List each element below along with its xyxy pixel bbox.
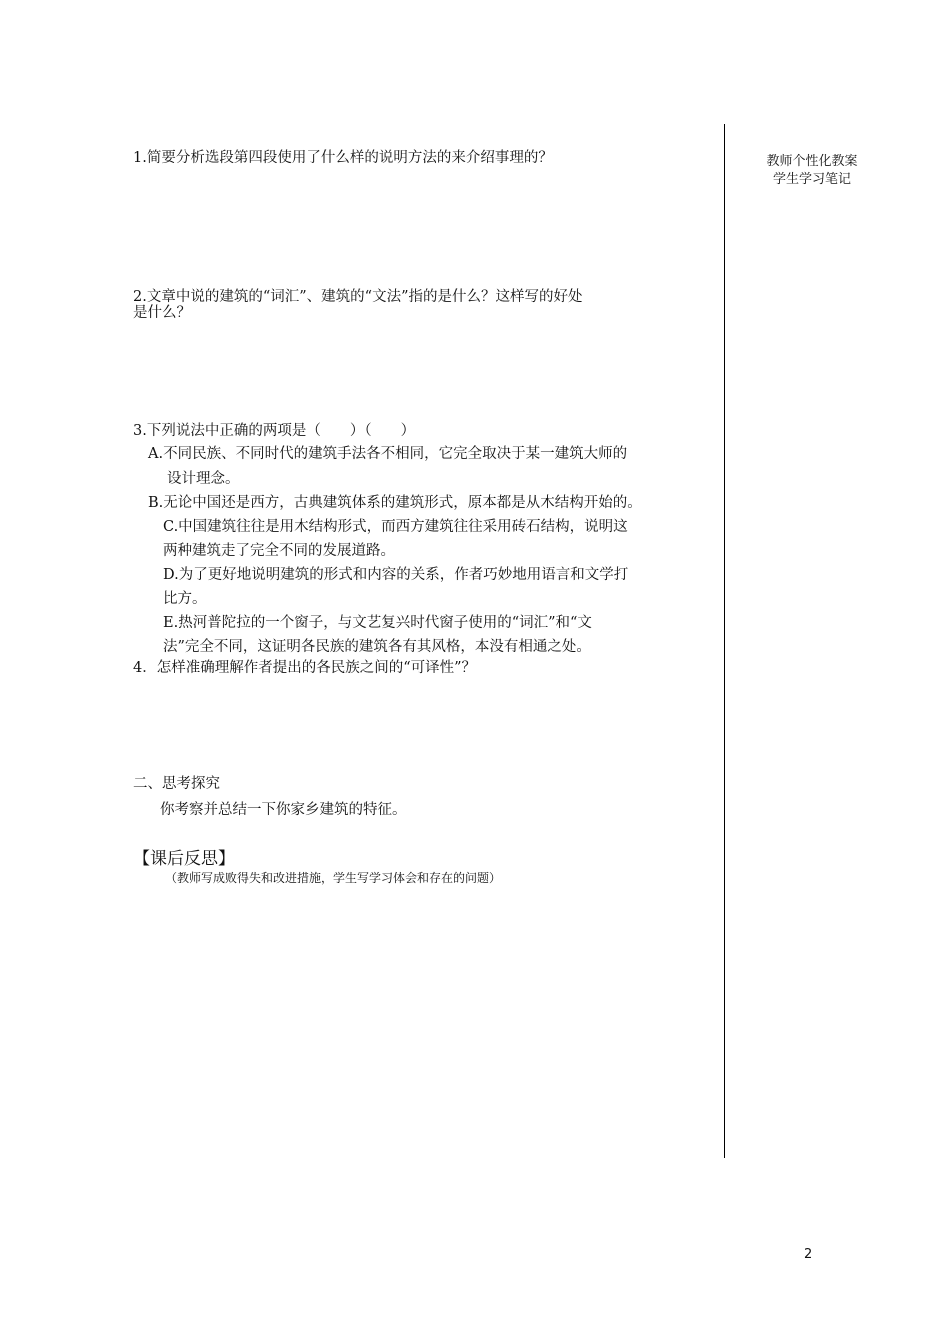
section-2-body: 你考察并总结一下你家乡建筑的特征。 [160, 802, 407, 818]
option-a-line-2: 设计理念。 [167, 471, 240, 487]
option-b: B.无论中国还是西方，古典建筑体系的建筑形式，原本都是从木结构开始的。 [148, 495, 642, 511]
option-c-line-2: 两种建筑走了完全不同的发展道路。 [163, 543, 395, 559]
question-2-line-2: 是什么？ [133, 305, 191, 321]
question-3: 3.下列说法中正确的两项是（ ）（ ） [133, 423, 416, 439]
option-a-line-1: A.不同民族、不同时代的建筑手法各不相同，它完全取决于某一建筑大师的 [148, 446, 628, 462]
question-4: 4．怎样准确理解作者提出的各民族之间的“可译性”？ [133, 660, 477, 676]
sidebar-notes [742, 153, 882, 189]
option-d-line-1: D.为了更好地说明建筑的形式和内容的关系，作者巧妙地用语言和文学打 [163, 567, 629, 583]
option-c-line-1: C.中国建筑往往是用木结构形式，而西方建筑往往采用砖石结构，说明这 [163, 519, 628, 535]
option-e-line-1: E.热河普陀拉的一个窗子，与文艺复兴时代窗子使用的“词汇”和“文 [163, 615, 592, 631]
page-number: 2 [804, 1247, 813, 1262]
section-2-heading: 二、思考探究 [133, 776, 220, 792]
option-e-line-2: 法”完全不同，这证明各民族的建筑各有其风格，本没有相通之处。 [163, 639, 591, 655]
question-1: 1.简要分析选段第四段使用了什么样的说明方法的来介绍事理的？ [133, 150, 553, 166]
reflection-heading: 【课后反思】 [133, 849, 235, 869]
sidebar-line-teacher: 教师个性化教案 [766, 154, 858, 169]
sidebar-line-student: 学生学习笔记 [772, 172, 851, 187]
question-2-line-1: 2.文章中说的建筑的“词汇”、建筑的“文法”指的是什么？这样写的好处 [133, 289, 583, 305]
reflection-note: （教师写成败得失和改进措施，学生写学习体会和存在的问题） [165, 871, 502, 885]
option-d-line-2: 比方。 [163, 591, 207, 607]
column-divider [724, 124, 725, 1158]
